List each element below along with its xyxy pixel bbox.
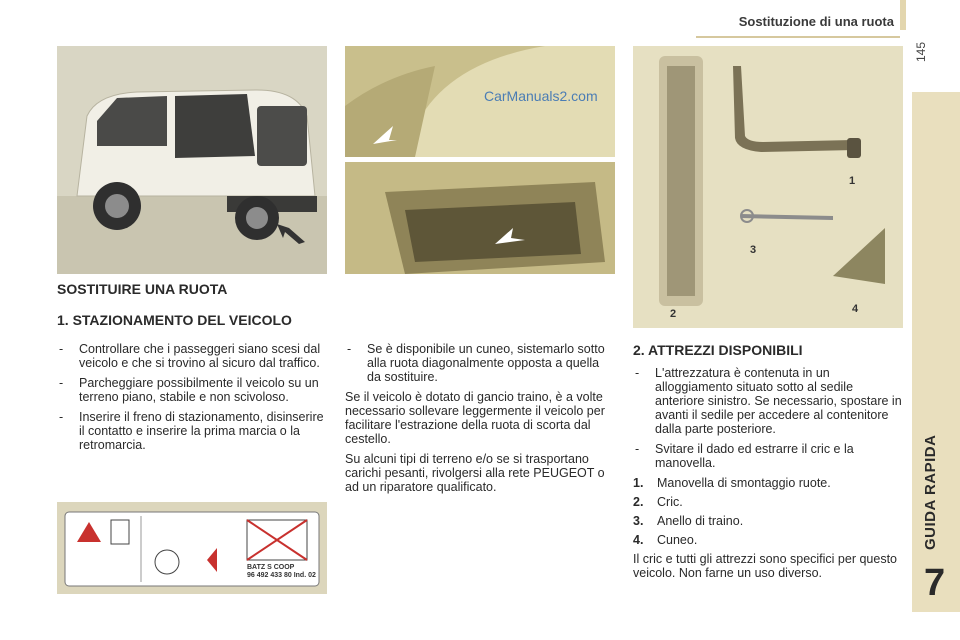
warning-label-line2: 96 492 433 80 Ind. 02 bbox=[247, 572, 316, 579]
page-number: 145 bbox=[914, 41, 928, 62]
tool-item: 3. Anello di traino. bbox=[633, 514, 744, 528]
warning-label-image bbox=[57, 502, 327, 594]
tools-photo bbox=[633, 46, 903, 328]
page-header-title: Sostituzione di una ruota bbox=[738, 14, 894, 29]
list-item: - L'attrezzatura è contenuta in un alloggiamento situato sotto al sedile anteriore sinistro. Se necessario, spostare in avanti il sedile per accedere al contenitore dalla parte posteriore. bbox=[635, 366, 902, 436]
list-item: - Parcheggiare possibilmente il veicolo su un terreno piano, stabile e non scivoloso. bbox=[59, 376, 319, 404]
section1-column1 bbox=[57, 342, 327, 458]
list-item: - Se è disponibile un cuneo, sistemarlo sotto alla ruota diagonalmente opposta a quella da sostituire. bbox=[347, 342, 605, 384]
seat-photo-bottom bbox=[345, 162, 615, 274]
tool-item: 2. Cric. bbox=[633, 495, 683, 509]
car-photo bbox=[57, 46, 327, 274]
header-tab bbox=[900, 0, 906, 30]
tool-label-3: 3 bbox=[750, 244, 757, 256]
list-item: - Controllare che i passeggeri siano scesi dal veicolo e che si trovino al sicuro dal traffico. bbox=[59, 342, 321, 370]
watermark-text: CarManuals2.com bbox=[484, 88, 598, 104]
section2-column bbox=[633, 366, 903, 586]
list-item: - Inserire il freno di stazionamento, disinserire il contatto e inserire la prima marcia o la retromarcia. bbox=[59, 410, 324, 452]
tool-label-1: 1 bbox=[849, 175, 856, 187]
section1-heading: 1. STAZIONAMENTO DEL VEICOLO bbox=[57, 312, 292, 328]
chapter-number: 7 bbox=[924, 562, 946, 604]
tools-note: Il cric e tutti gli attrezzi sono specifici per questo veicolo. Non farne un uso diverso. bbox=[633, 552, 898, 580]
section2-heading: 2. ATTREZZI DISPONIBILI bbox=[633, 342, 803, 358]
section1-column2 bbox=[345, 342, 615, 500]
paragraph: Se il veicolo è dotato di gancio traino, è a volte necessario sollevare leggermente il veicolo per facilitare l'estrazione della ruota di scorta dal cestello. bbox=[345, 390, 605, 446]
warning-label-line1: BATZ S COOP bbox=[247, 564, 295, 571]
tool-label-4: 4 bbox=[852, 303, 859, 315]
main-heading: SOSTITUIRE UNA RUOTA bbox=[57, 281, 228, 297]
list-item: - Svitare il dado ed estrarre il cric e la manovella. bbox=[635, 442, 854, 470]
paragraph: Su alcuni tipi di terreno e/o se si trasportano carichi pesanti, rivolgersi alla rete PEUGEOT o ad un riparatore qualificato. bbox=[345, 452, 605, 494]
sidebar-label: GUIDA RAPIDA bbox=[922, 434, 939, 550]
tool-item: 4. Cuneo. bbox=[633, 533, 698, 547]
tool-item: 1. Manovella di smontaggio ruote. bbox=[633, 476, 831, 490]
tool-label-2: 2 bbox=[670, 308, 677, 320]
header-divider bbox=[696, 36, 900, 38]
